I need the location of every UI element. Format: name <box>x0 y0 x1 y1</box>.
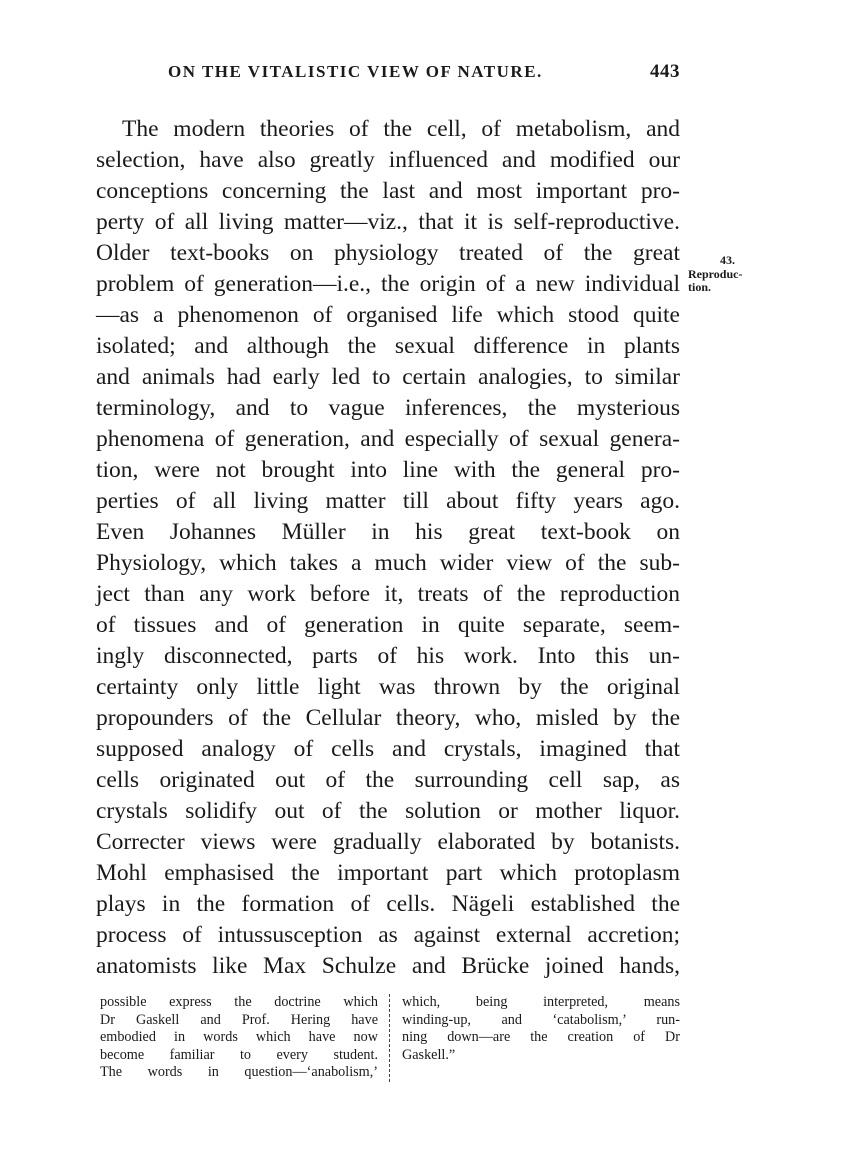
body-line: anatomists like Max Schulze and Brücke joined hands, <box>96 953 680 979</box>
body-line: Even Johannes Müller in his great text-book on <box>96 519 680 545</box>
body-line: Correcter views were gradually elaborated by botanists. <box>96 829 680 855</box>
body-line: ingly disconnected, parts of his work. Into this un- <box>96 643 680 669</box>
section-label-line: Reproduc- <box>688 267 743 281</box>
footnote-line: The words in question—‘anabolism,’ <box>100 1064 378 1080</box>
body-line: Physiology, which takes a much wider view of the sub- <box>96 550 680 576</box>
footnote-column-right <box>402 994 680 1064</box>
body-line: Mohl emphasised the important part which protoplasm <box>96 860 680 886</box>
body-line: Older text-books on physiology treated of the great <box>96 240 680 266</box>
footnote-line: embodied in words which have now <box>100 1029 378 1045</box>
body-line: cells originated out of the surrounding cell sap, as <box>96 767 680 793</box>
footnotes <box>100 994 680 1084</box>
body-line: crystals solidify out of the solution or mother liquor. <box>96 798 680 824</box>
body-line: phenomena of generation, and especially of sexual genera- <box>96 426 680 452</box>
body-line: ject than any work before it, treats of the reproduction <box>96 581 680 607</box>
body-line: of tissues and of generation in quite separate, seem- <box>96 612 680 638</box>
body-line: propounders of the Cellular theory, who, misled by the <box>96 705 680 731</box>
footnote-line: become familiar to every student. <box>100 1046 378 1063</box>
footnote-divider <box>389 994 390 1082</box>
footnote-line: Dr Gaskell and Prof. Hering have <box>100 1011 378 1028</box>
body-line: —as a phenomenon of organised life which stood quite <box>96 302 680 328</box>
body-line: and animals had early led to certain analogies, to similar <box>96 364 680 390</box>
body-line: The modern theories of the cell, of metabolism, and <box>122 116 680 142</box>
section-number: 43. <box>720 253 735 267</box>
body-line: problem of generation—i.e., the origin of a new individual <box>96 271 680 297</box>
body-line: process of intussusception as against external accretion; <box>96 922 680 948</box>
footnote-line: winding-up, and ‘catabolism,’ run- <box>402 1011 680 1028</box>
body-line: selection, have also greatly influenced and modified our <box>96 147 680 173</box>
running-head <box>96 62 680 90</box>
body-line: tion, were not brought into line with the general pro- <box>96 457 680 483</box>
footnote-line: possible express the doctrine which <box>100 994 378 1010</box>
body-line: conceptions concerning the last and most important pro- <box>96 178 680 204</box>
body-line: certainty only little light was thrown by the original <box>96 674 680 700</box>
footnote-line: Gaskell.” <box>402 1046 456 1063</box>
body-line: terminology, and to vague inferences, the mysterious <box>96 395 680 421</box>
page-number: 443 <box>650 61 680 82</box>
body-line: isolated; and although the sexual difference in plants <box>96 333 680 359</box>
body-line: perty of all living matter—viz., that it is self-reproductive. <box>96 209 680 235</box>
body-line: plays in the formation of cells. Nägeli established the <box>96 891 680 917</box>
footnote-column-left <box>100 994 378 1082</box>
footnote-line: ning down—are the creation of Dr <box>402 1029 680 1045</box>
section-label-line: tion. <box>688 280 712 294</box>
body-line: supposed analogy of cells and crystals, imagined that <box>96 736 680 762</box>
body-line: perties of all living matter till about fifty years ago. <box>96 488 680 514</box>
running-title: ON THE VITALISTIC VIEW OF NATURE. <box>168 62 543 81</box>
body-text <box>96 114 680 982</box>
footnote-line: which, being interpreted, means <box>402 994 680 1010</box>
margin-note <box>688 254 758 294</box>
